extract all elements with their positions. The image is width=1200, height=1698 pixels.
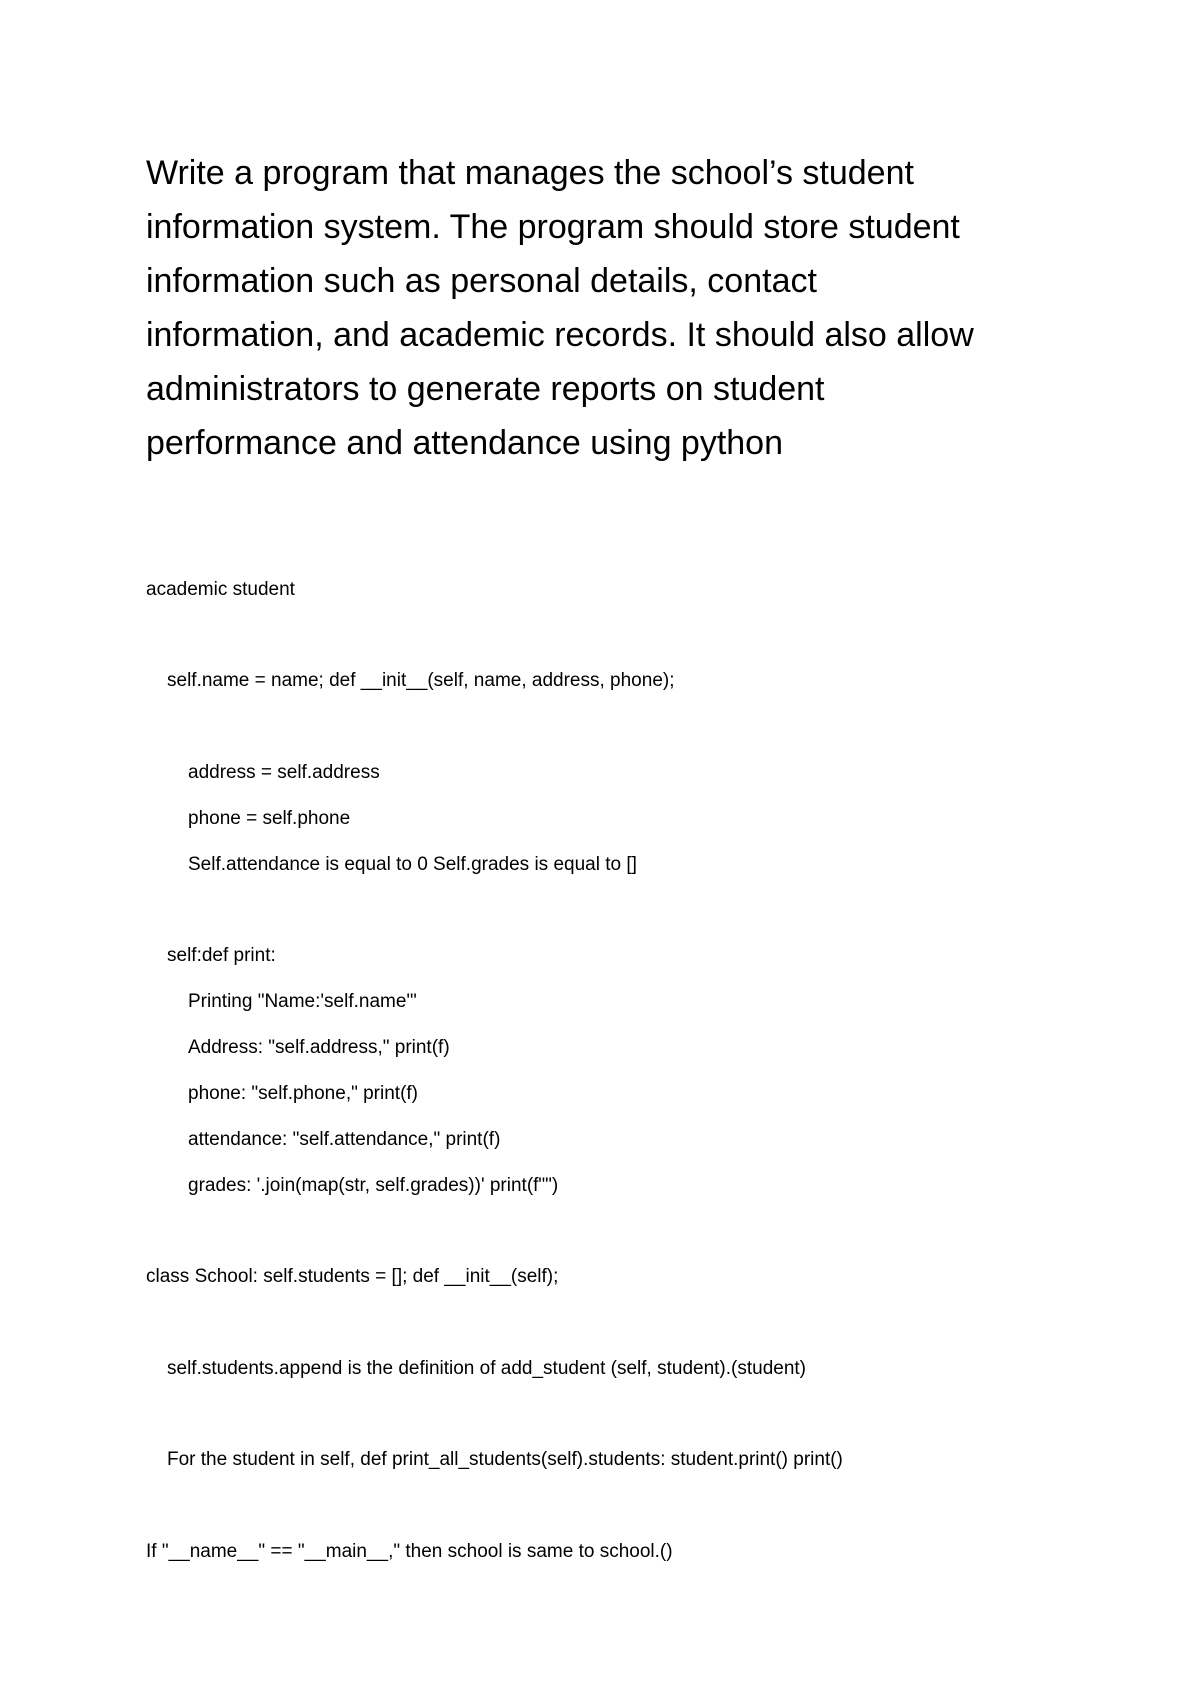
code-line: class School: self.students = []; def __init__(self); (146, 1266, 559, 1287)
code-line: Self.attendance is equal to 0 Self.grades is equal to [] (188, 854, 637, 875)
code-line: attendance: "self.attendance," print(f) (188, 1129, 501, 1150)
prompt-line: performance and attendance using python (146, 424, 784, 462)
code-line: phone: "self.phone," print(f) (188, 1083, 419, 1104)
code-line: If "__name__" == "__main__," then school is same to school.() (146, 1541, 673, 1562)
code-line: grades: '.join(map(str, self.grades))' print(f"") (188, 1175, 559, 1196)
code-line: academic student (146, 579, 295, 600)
code-line: phone = self.phone (188, 808, 351, 829)
code-line: Address: "self.address," print(f) (188, 1037, 450, 1058)
prompt-line: information, and academic records. It should also allow (146, 316, 974, 354)
code-line: address = self.address (188, 762, 380, 783)
prompt-line: administrators to generate reports on student (146, 370, 825, 408)
prompt-line: information system. The program should store student (146, 208, 960, 246)
prompt-line: Write a program that manages the school’s student (146, 154, 914, 192)
code-line: self.students.append is the definition of add_student (self, student).(student) (167, 1358, 807, 1379)
assignment-prompt (146, 146, 1086, 470)
code-line: For the student in self, def print_all_students(self).students: student.print() print() (167, 1449, 843, 1470)
code-line: self.name = name; def __init__(self, name, address, phone); (167, 670, 675, 691)
prompt-line: information such as personal details, contact (146, 262, 817, 300)
code-line: self:def print: (167, 945, 276, 966)
code-line: Printing "Name:'self.name'" (188, 991, 417, 1012)
